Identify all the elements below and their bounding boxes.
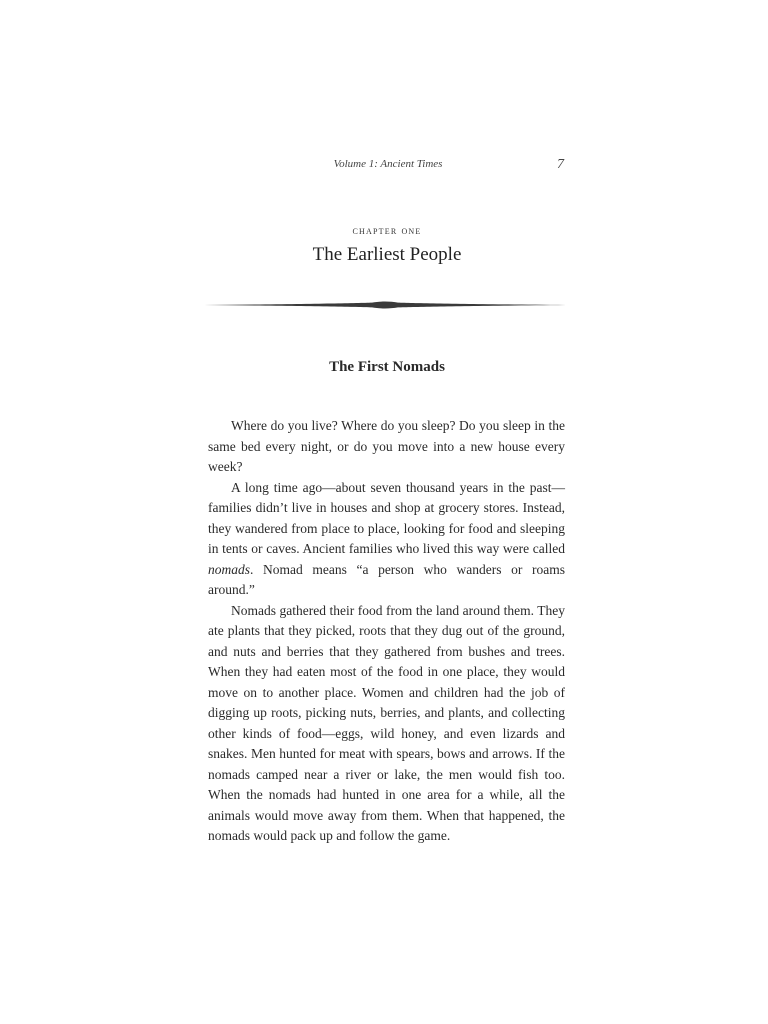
running-title: Volume 1: Ancient Times — [333, 158, 443, 170]
paragraph: Nomads gathered their food from the land around them. They ate plants that they picked, roots that they dug out of the ground, and nuts and berries that they gathered from bushes and trees. When they had eaten most of the food in one place, they would move on to another place. Women and children had the job of digging up roots, picking nuts, berries, and plants, and collecting other kinds of food—eggs, wild honey, and even lizards and snakes. Men hunted for meat with spears, bows and arrows. If the nomads camped near a river or lake, the men would fish too. When the nomads had hunted in one area for a while, all the animals would move away from them. When that happened, the nomads would pack up and follow the game. — [208, 602, 565, 843]
paragraph: Where do you live? Where do you sleep? Do you sleep in the same bed every night, or do you move into a new house every week? — [208, 418, 565, 474]
chapter-title: The Earliest People — [312, 244, 462, 265]
paragraph — [208, 478, 565, 601]
paragraph-text: . Nomad means “a person who wanders or roams around.” — [208, 561, 565, 597]
running-header — [208, 158, 568, 174]
body-text — [208, 416, 565, 847]
paragraph-text: A long time ago—about seven thousand years in the past—families didn’t live in houses and shop at grocery stores. Instead, they wandered from place to place, looking for food and sleeping in tents or caves. Ancient families who lived this way were called — [208, 479, 565, 556]
ornament-rule — [204, 298, 566, 312]
emphasized-term: nomads — [208, 561, 251, 577]
page-number: 7 — [557, 157, 564, 172]
chapter-label: chapter one — [352, 225, 422, 237]
section-title: The First Nomads — [329, 359, 445, 375]
